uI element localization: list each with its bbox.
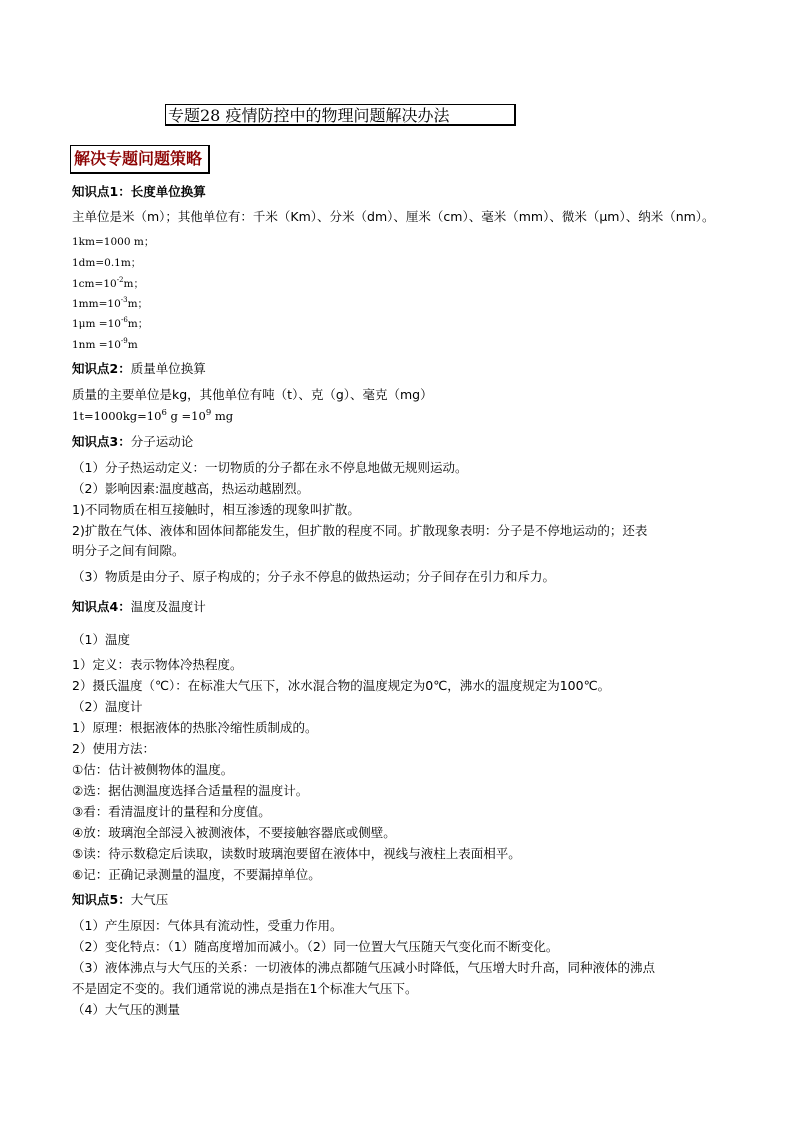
section-3-line-1: （1）分子热运动定义：一切物质的分子都在永不停息地做无规则运动。 [72,460,468,475]
length-conv-mm-base: 1mm=10 [72,298,121,310]
section-4-line-9: ③看：看清温度计的量程和分度值。 [72,804,271,819]
length-conv-mm [72,296,148,312]
section-4-line-10: ④放：玻璃泡全部浸入被测液体，不要接触容器底或侧壁。 [72,825,396,840]
section-3-label: 知识点3： [72,434,131,449]
section-3-line-6: （3）物质是由分子、原子构成的；分子永不停息的做热运动；分子间存在引力和斥力。 [72,569,555,584]
section-1-main-units: 主单位是米（m）；其他单位有：千米（Km）、分米（dm）、厘米（cm）、毫米（mm）、微米（μm）、纳米（nm）。 [72,209,715,224]
length-conv-cm [72,276,144,292]
mass-conv-part-a: 1t=1000kg=10 [72,409,162,423]
section-5-label: 知识点5： [72,892,131,907]
section-5-title: 大气压 [130,892,169,907]
section-2-heading [72,361,206,377]
mass-conv-exp-2: 9 [205,408,212,418]
section-4-line-3: 2）摄氏温度（℃）：在标准大气压下，冰水混合物的温度规定为0℃，沸水的温度规定为100℃。 [72,678,611,693]
section-5-line-5: （4）大气压的测量 [72,1002,180,1017]
section-5-heading [72,892,168,908]
length-conv-um-base: 1μm =10 [72,318,121,330]
length-conv-cm-base: 1cm=10 [72,278,117,290]
section-3-line-2: （2）影响因素:温度越高，热运动越剧烈。 [72,481,310,496]
section-2-title: 质量单位换算 [130,361,206,376]
section-3-line-4: 2)扩散在气体、液体和固体间都能发生，但扩散的程度不同。扩散现象表明：分子是不停地运动的；还表 [72,523,648,538]
section-4-title: 温度及温度计 [130,599,206,614]
section-3-heading [72,434,193,450]
section-1-heading [72,184,206,200]
section-4-line-5: 1）原理：根据液体的热胀冷缩性质制成的。 [72,720,318,735]
length-conv-um [72,316,148,332]
mass-conv [72,408,233,424]
length-conv-nm-tail: m [127,339,138,351]
section-4-label: 知识点4： [72,599,131,614]
section-4-line-1: （1）温度 [72,632,130,647]
section-4-line-7: ①估：估计被侧物体的温度。 [72,762,234,777]
length-conv-mm-tail: m； [127,298,149,310]
section-4-heading [72,599,206,615]
length-conv-dm: 1dm=0.1m； [72,257,142,269]
length-conv-nm [72,337,138,353]
length-conv-um-exp: -6 [120,316,128,324]
section-4-line-8: ②选：据估测温度选择合适量程的温度计。 [72,783,309,798]
section-2-main-units: 质量的主要单位是kg，其他单位有吨（t）、克（g）、毫克（mg） [72,387,433,402]
section-3-line-5: 明分子之间有间隙。 [72,543,185,558]
section-4-line-6: 2）使用方法： [72,741,155,756]
section-2-label: 知识点2： [72,361,131,376]
length-conv-nm-base: 1nm =10 [72,339,121,351]
section-3-title: 分子运动论 [130,434,194,449]
section-5-line-2: （2）变化特点：（1）随高度增加而减小。（2）同一位置大气压随天气变化而不断变化。 [72,939,559,954]
length-conv-km: 1km=1000 m； [72,236,155,248]
length-conv-um-tail: m； [127,318,149,330]
section-1-label: 知识点1： [72,184,131,199]
length-conv-nm-exp: -9 [120,337,128,345]
section-4-line-4: （2）温度计 [72,699,143,714]
length-conv-mm-exp: -3 [120,296,128,304]
section-4-line-11: ⑤读：待示数稳定后读取，读数时玻璃泡要留在液体中，视线与液柱上表面相平。 [72,846,521,861]
strategy-heading: 解决专题问题策略 [70,145,210,174]
document-title: 专题28 疫情防控中的物理问题解决办法 [165,104,516,126]
mass-conv-part-b: g =10 [166,409,206,423]
section-4-line-12: ⑥记：正确记录测量的温度，不要漏掉单位。 [72,867,321,882]
length-conv-cm-tail: m； [123,278,144,290]
section-5-line-3: （3）液体沸点与大气压的关系：一切液体的沸点都随气压减小时降低，气压增大时升高，同种液体的沸点 [72,960,655,975]
length-conv-cm-exp: -2 [116,276,124,284]
mass-conv-exp-1: 6 [161,408,167,418]
section-1-title: 长度单位换算 [130,184,206,199]
section-5-line-4: 不是固定不变的。我们通常说的沸点是指在1个标准大气压下。 [72,981,418,996]
section-3-line-3: 1)不同物质在相互接触时，相互渗透的现象叫扩散。 [72,502,360,517]
section-5-line-1: （1）产生原因：气体具有流动性，受重力作用。 [72,918,343,933]
mass-conv-part-c: mg [211,409,234,423]
section-4-line-2: 1）定义：表示物体冷热程度。 [72,657,243,672]
